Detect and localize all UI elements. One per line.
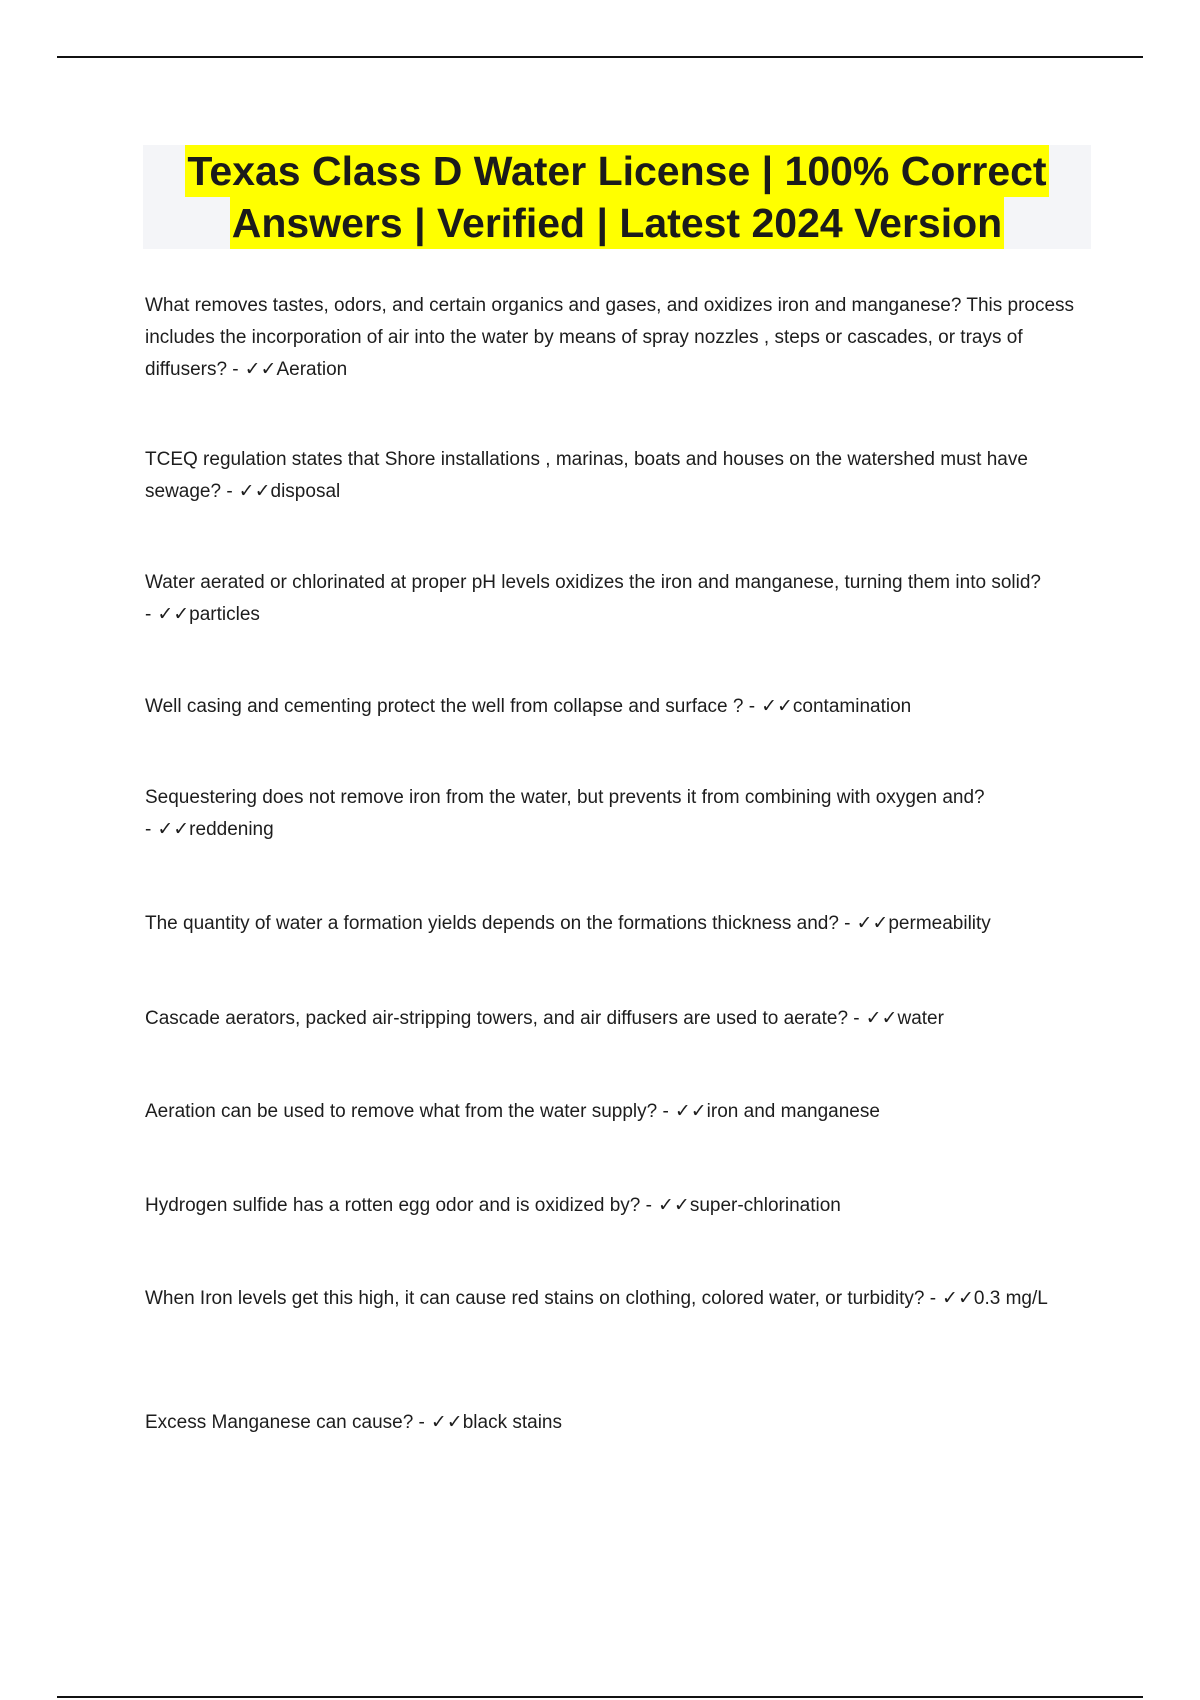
qa-item bbox=[145, 1407, 1085, 1439]
double-check-icon: ✓✓ bbox=[238, 481, 271, 502]
double-check-icon: ✓✓ bbox=[856, 913, 889, 934]
answer-text: super-chlorination bbox=[689, 1195, 841, 1216]
answer-text: contamination bbox=[792, 696, 912, 717]
question-text: Well casing and cementing protect the well from collapse and surface ? - bbox=[145, 696, 756, 717]
bottom-divider bbox=[57, 1696, 1143, 1698]
question-text: Hydrogen sulfide has a rotten egg odor and is oxidized by? - bbox=[145, 1195, 652, 1216]
qa-item bbox=[145, 908, 1085, 940]
question-text: TCEQ regulation states that Shore installations , marinas, boats and houses on the watershed must have sewage? - bbox=[145, 449, 1028, 502]
double-check-icon: ✓✓ bbox=[430, 1412, 463, 1433]
question-text: Excess Manganese can cause? - bbox=[145, 1412, 425, 1433]
qa-item bbox=[145, 1190, 1085, 1222]
double-check-icon: ✓✓ bbox=[157, 604, 190, 625]
qa-item bbox=[145, 1283, 1085, 1315]
qa-item bbox=[145, 567, 1085, 631]
qa-item bbox=[145, 1096, 1085, 1128]
top-divider bbox=[57, 56, 1143, 58]
question-text: Water aerated or chlorinated at proper pH levels oxidizes the iron and manganese, turning them into solid? - bbox=[145, 572, 1041, 625]
double-check-icon: ✓✓ bbox=[942, 1288, 974, 1309]
document-title bbox=[143, 145, 1091, 249]
question-text: Cascade aerators, packed air-stripping towers, and air diffusers are used to aerate? - bbox=[145, 1008, 860, 1029]
qa-item bbox=[145, 782, 1085, 846]
answer-text: black stains bbox=[462, 1412, 563, 1433]
question-text: The quantity of water a formation yields depends on the formations thickness and? - bbox=[145, 913, 851, 934]
answer-text: 0.3 mg/L bbox=[973, 1288, 1048, 1309]
double-check-icon: ✓✓ bbox=[761, 696, 793, 717]
qa-item bbox=[145, 444, 1085, 508]
question-text: Sequestering does not remove iron from the water, but prevents it from combining with oxygen and? - bbox=[145, 787, 985, 840]
qa-item bbox=[145, 691, 1085, 723]
answer-text: Aeration bbox=[276, 359, 348, 380]
answer-text: disposal bbox=[270, 481, 341, 502]
answer-text: iron and manganese bbox=[706, 1101, 880, 1122]
title-line-1: Texas Class D Water License | 100% Correct bbox=[185, 145, 1048, 197]
title-line-2: Answers | Verified | Latest 2024 Version bbox=[230, 197, 1004, 249]
question-text: Aeration can be used to remove what from the water supply? - bbox=[145, 1101, 669, 1122]
double-check-icon: ✓✓ bbox=[657, 1195, 690, 1216]
double-check-icon: ✓✓ bbox=[865, 1008, 898, 1029]
double-check-icon: ✓✓ bbox=[244, 359, 277, 380]
answer-text: water bbox=[897, 1008, 944, 1029]
question-text: When Iron levels get this high, it can cause red stains on clothing, colored water, or turbidity? - bbox=[145, 1288, 937, 1309]
answer-text: reddening bbox=[189, 819, 274, 840]
qa-item bbox=[145, 1003, 1085, 1035]
qa-item bbox=[145, 290, 1085, 386]
double-check-icon: ✓✓ bbox=[157, 819, 190, 840]
question-text: What removes tastes, odors, and certain organics and gases, and oxidizes iron and manganese? This process includes the incorporation of air into the water by means of spray nozzles , steps or cascades, or trays of diffusers? - bbox=[145, 295, 1075, 380]
answer-text: particles bbox=[189, 604, 260, 625]
double-check-icon: ✓✓ bbox=[674, 1101, 707, 1122]
answer-text: permeability bbox=[888, 913, 991, 934]
